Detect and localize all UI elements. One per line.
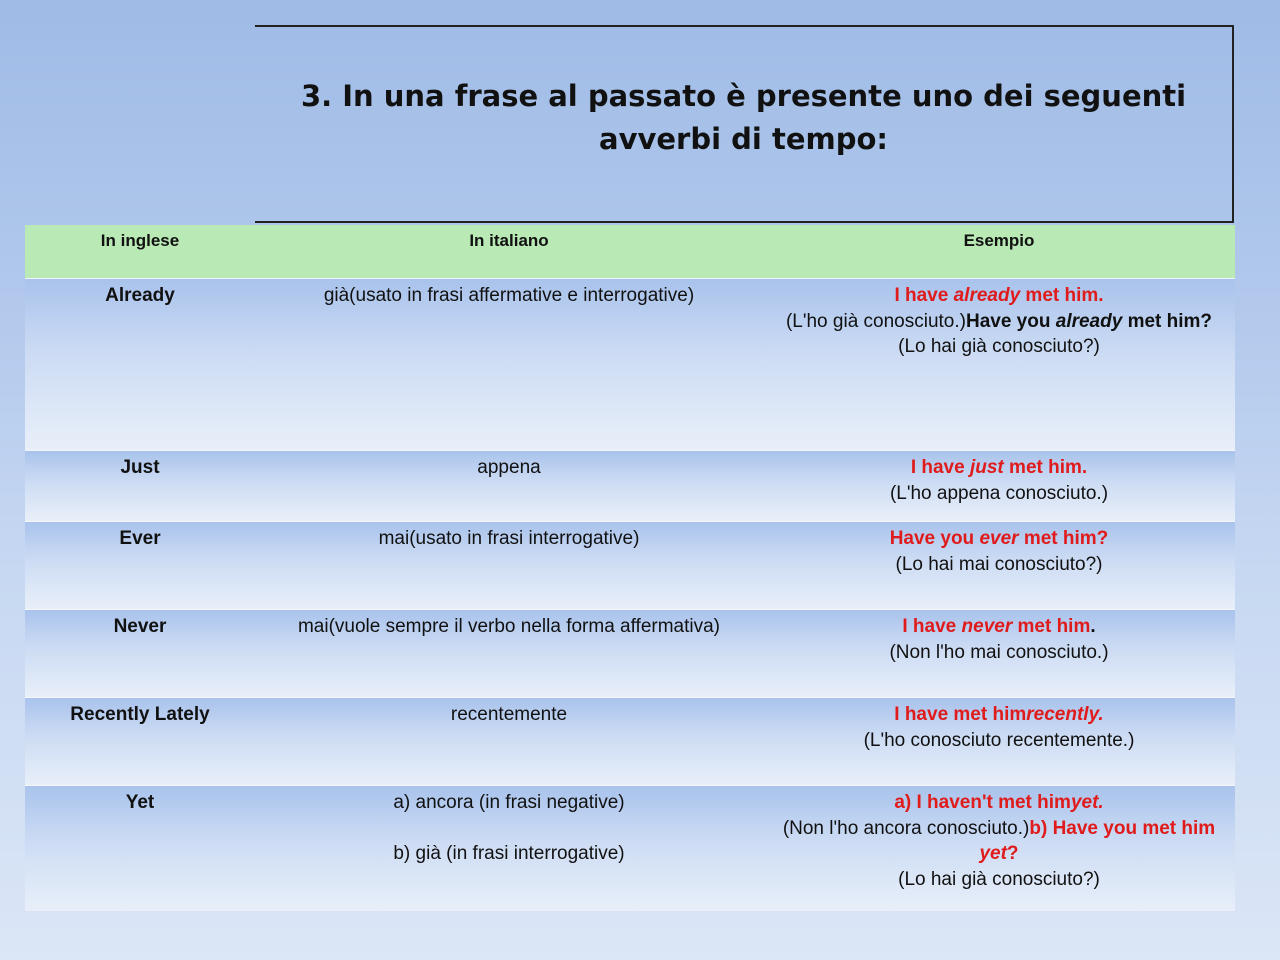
- english-cell: Yet: [125, 792, 155, 813]
- italian-cell: appena: [477, 457, 541, 478]
- table-row: [25, 278, 1235, 450]
- example-adverb: yet.: [1070, 792, 1104, 813]
- example-text: met him: [1012, 616, 1091, 637]
- example-translation: (L'ho già conosciuto.): [785, 310, 966, 332]
- header-english: In inglese: [100, 231, 180, 250]
- english-cell: Ever: [119, 528, 161, 549]
- italian-meaning-b: b) già (in frasi interrogative): [393, 842, 625, 864]
- italian-cell: recentemente: [450, 704, 568, 725]
- example-text: met him.: [1020, 285, 1104, 306]
- italian-cell: già(usato in frasi affermative e interrogative): [323, 285, 695, 306]
- table-row: [25, 450, 1235, 521]
- example-text: Have you: [965, 310, 1056, 332]
- italian-cell: mai(vuole sempre il verbo nella forma affermativa): [297, 616, 721, 637]
- example-text: a) I haven't met him: [894, 792, 1071, 813]
- example-text: met him.: [1003, 457, 1088, 478]
- english-cell: Recently Lately: [70, 704, 210, 725]
- header-italian: In italiano: [469, 231, 549, 250]
- italian-cell: [255, 786, 763, 911]
- example-text: ?: [1006, 843, 1019, 864]
- example-cell: [763, 610, 1235, 697]
- title-box: [255, 25, 1234, 223]
- example-text: I have: [910, 457, 970, 478]
- adverbs-table: [25, 225, 1235, 911]
- example-text: .: [1090, 616, 1096, 637]
- example-cell: [763, 698, 1235, 785]
- example-adverb: recently.: [1026, 704, 1104, 725]
- english-cell: Just: [120, 457, 160, 478]
- example-adverb: already: [953, 285, 1021, 306]
- example-cell: [763, 522, 1235, 609]
- english-cell: Already: [105, 285, 175, 306]
- header-example: Esempio: [963, 231, 1035, 250]
- table-row: [25, 609, 1235, 697]
- example-text: I have: [894, 285, 954, 306]
- example-adverb: already: [1055, 310, 1123, 332]
- example-text: I have: [902, 616, 962, 637]
- example-adverb: yet: [979, 843, 1007, 864]
- example-text: Have you: [889, 528, 980, 549]
- example-translation: (Non l'ho mai conosciuto.): [889, 641, 1109, 663]
- example-adverb: never: [961, 616, 1013, 637]
- example-text: met him?: [1122, 310, 1213, 332]
- english-cell: Never: [113, 616, 167, 637]
- table-row: [25, 785, 1235, 911]
- example-translation: (Non l'ho ancora conosciuto.): [782, 817, 1030, 839]
- table-header-row: [25, 225, 1235, 278]
- example-adverb: ever: [979, 528, 1019, 549]
- spacer: [255, 816, 763, 841]
- example-text: met him?: [1018, 528, 1109, 549]
- table-row: [25, 697, 1235, 785]
- example-cell: [763, 279, 1235, 450]
- italian-meaning-a: a) ancora (in frasi negative): [393, 792, 625, 813]
- example-text: I have met him: [894, 704, 1027, 725]
- table-row: [25, 521, 1235, 609]
- example-translation: (L'ho appena conosciuto.): [889, 482, 1109, 504]
- slide-title: 3. In una frase al passato è presente uno dei seguenti avverbi di tempo:: [300, 79, 1187, 156]
- italian-cell: mai(usato in frasi interrogative): [378, 528, 640, 549]
- example-cell: [763, 451, 1235, 521]
- example-adverb: just: [969, 457, 1004, 478]
- example-cell: [763, 786, 1235, 911]
- example-translation: (Lo hai mai conosciuto?): [895, 553, 1103, 575]
- example-translation: (Lo hai già conosciuto?): [898, 868, 1100, 890]
- example-translation: (L'ho conosciuto recentemente.): [863, 729, 1135, 751]
- example-text: b) Have you met him: [1029, 817, 1216, 839]
- example-translation: (Lo hai già conosciuto?): [898, 336, 1100, 357]
